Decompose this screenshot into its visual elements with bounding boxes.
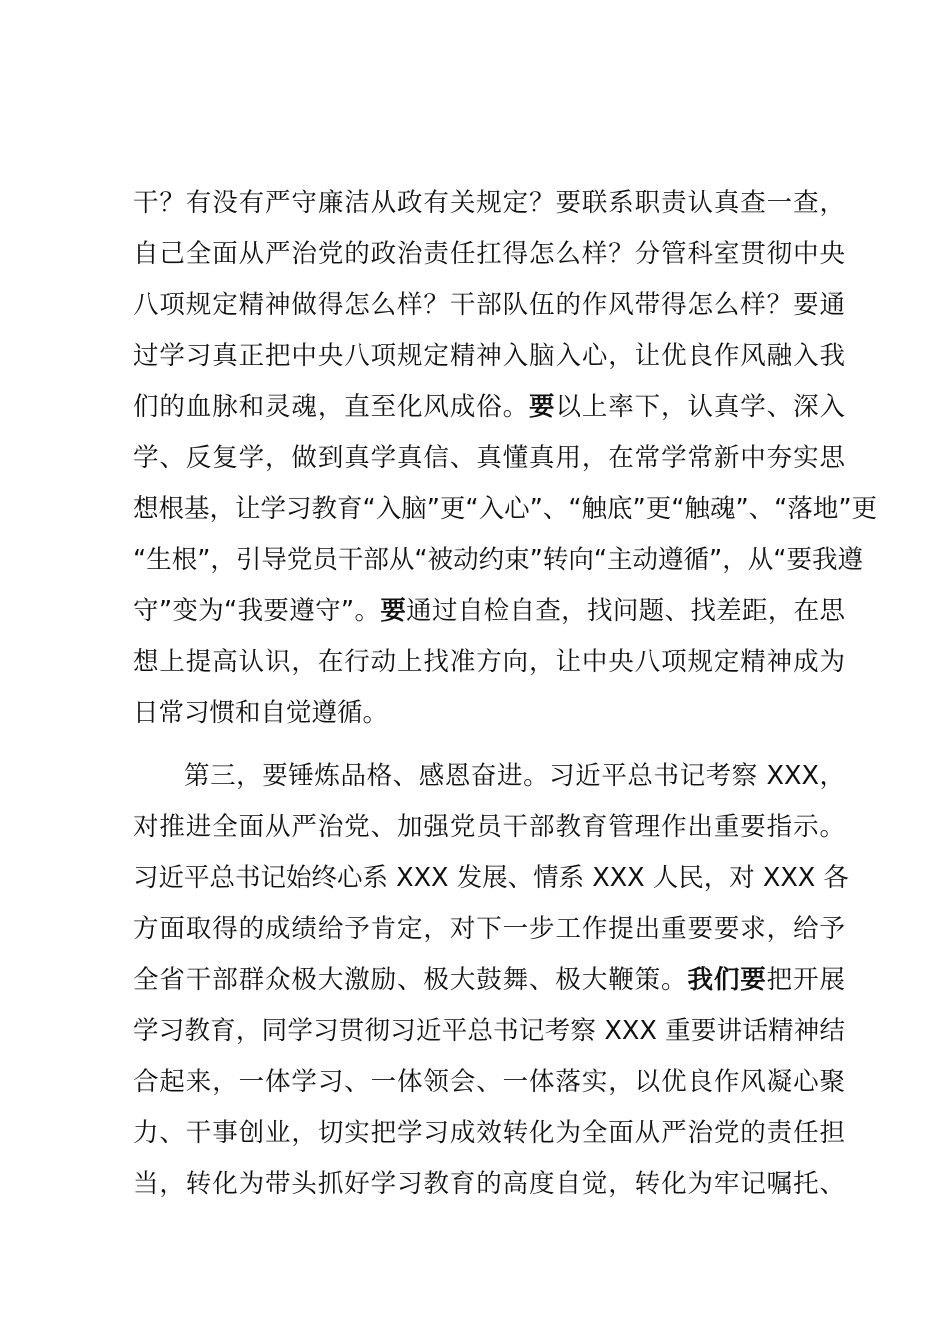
text-line: 全省干部群众极大激励、极大鼓舞、极大鞭策。我们要把开展: [133, 965, 845, 995]
text-line: 过学习真正把中央八项规定精神入脑入心，让优良作风融入我: [133, 341, 845, 371]
text-line: 对推进全面从严治党、加强党员干部教育管理作出重要指示。: [133, 812, 845, 842]
text-line: 当，转化为带头抓好学习教育的高度自觉，转化为牢记嘱托、: [133, 1169, 845, 1199]
text-line: 日常习惯和自觉遵循。: [133, 698, 389, 728]
text-line: 学习教育，同学习贯彻习近平总书记考察 XXX 重要讲话精神结: [133, 1016, 845, 1046]
text-line: 习近平总书记始终心系 XXX 发展、情系 XXX 人民，对 XXX 各: [133, 863, 849, 893]
text-line: 学、反复学，做到真学真信、真懂真用，在常学常新中夯实思: [133, 443, 845, 473]
paragraph-heading-line: 第三，要锤炼品格、感恩奋进。习近平总书记考察 XXX，: [184, 761, 845, 791]
text-line: 自己全面从严治党的政治责任扛得怎么样？分管科室贯彻中央: [133, 239, 845, 269]
text-line: “生根”，引导党员干部从“被动约束”转向“主动遵循”，从“要我遵: [133, 545, 863, 575]
text-line: 方面取得的成绩给予肯定，对下一步工作提出重要要求，给予: [133, 914, 845, 944]
text-line: 想根基，让学习教育“入脑”更“入心”、“触底”更“触魂”、“落地”更: [133, 494, 878, 524]
text-line: 力、干事创业，切实把学习成效转化为全面从严治党的责任担: [133, 1118, 845, 1148]
bold-keyword: 要: [380, 596, 407, 626]
text-line: 想上提高认识，在行动上找准方向，让中央八项规定精神成为: [133, 647, 845, 677]
text-line: 守”变为“我要遵守”。要通过自检自查，找问题、找差距，在思: [133, 596, 845, 626]
text-line: 合起来，一体学习、一体领会、一体落实，以优良作风凝心聚: [133, 1067, 845, 1097]
text-line: 干？有没有严守廉洁从政有关规定？要联系职责认真查一查，: [133, 188, 845, 218]
bold-keyword: 要: [529, 392, 556, 422]
text-line: 们的血脉和灵魂，直至化风成俗。要以上率下，认真学、深入: [133, 392, 845, 422]
bold-keyword: 我们要: [687, 965, 767, 995]
text-line: 八项规定精神做得怎么样？干部队伍的作风带得怎么样？要通: [133, 290, 845, 320]
